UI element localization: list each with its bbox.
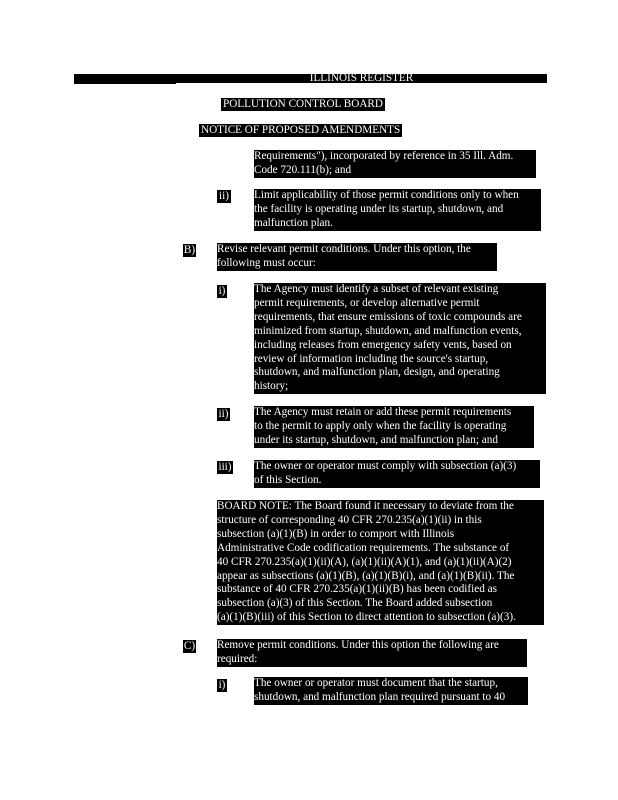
paragraph-line: of this Section.	[254, 473, 322, 486]
header-rule-left	[74, 74, 176, 83]
item-label: i)	[218, 679, 226, 691]
note-line: subsection (a)(3) of this Section. The Board added subsection	[217, 597, 493, 610]
item-C-paragraph	[217, 639, 527, 667]
item-label: i)	[218, 285, 226, 297]
paragraph-line: review of information including the source's startup,	[254, 352, 489, 365]
paragraph-line: Code 720.111(b); and	[254, 163, 352, 176]
item-label: ii)	[217, 190, 231, 203]
paragraph-line: including releases from emergency safety vents, based on	[254, 338, 512, 351]
paragraph-line: The Agency must identify a subset of relevant existing	[254, 283, 499, 295]
register-title: ILLINOIS REGISTER	[309, 72, 414, 84]
paragraph-line: Requirements"), incorporated by reference in 35 Ill. Adm.	[254, 150, 514, 162]
item-B-i-paragraph	[254, 283, 546, 394]
item-label: B)	[183, 244, 196, 256]
item-label: ii)	[218, 408, 229, 420]
paragraph-line: malfunction plan.	[254, 216, 333, 229]
paragraph-line: requirements, that ensure emissions of toxic compounds are	[254, 310, 522, 323]
paragraph-line: Remove permit conditions. Under this option the following are	[217, 639, 499, 651]
notice-title: NOTICE OF PROPOSED AMENDMENTS	[201, 124, 401, 136]
continuation-paragraph	[254, 150, 536, 178]
paragraph-line: following must occur:	[217, 256, 316, 269]
item-label: C)	[183, 640, 196, 652]
paragraph-line: minimized from startup, shutdown, and malfunction events,	[254, 324, 522, 337]
paragraph-line: shutdown, and malfunction plan, design, and operating	[254, 366, 500, 379]
note-line: Administrative Code codification requirements. The substance of	[217, 541, 510, 554]
note-line: structure of corresponding 40 CFR 270.235(a)(1)(ii) in this	[217, 513, 482, 526]
paragraph-line: required:	[217, 652, 258, 665]
paragraph-line: under its startup, shutdown, and malfunction plan; and	[254, 433, 498, 446]
note-line: substance of 40 CFR 270.235(a)(1)(ii)(B) has been codified as	[217, 583, 497, 596]
paragraph-line: permit requirements, or develop alternative permit	[254, 296, 480, 309]
item-C-i-paragraph	[254, 677, 528, 705]
board-title: POLLUTION CONTROL BOARD	[223, 98, 383, 110]
item-B-ii-paragraph	[254, 406, 534, 448]
paragraph-line: the facility is operating under its startup, shutdown, and	[254, 202, 504, 215]
board-note	[217, 500, 544, 625]
paragraph-line: The Agency must retain or add these permit requirements	[254, 406, 512, 418]
note-line: appear as subsections (a)(1)(B), (a)(1)(B)(i), and (a)(1)(B)(ii). The	[217, 569, 515, 582]
note-line: BOARD NOTE: The Board found it necessary to deviate from the	[217, 500, 514, 512]
item-label: iii)	[218, 461, 232, 473]
paragraph-line: Revise relevant permit conditions. Under this option, the	[217, 243, 471, 255]
note-line: (a)(1)(B)(iii) of this Section to direct attention to subsection (a)(3).	[217, 611, 516, 624]
paragraph-line: Limit applicability of those permit conditions only to when	[254, 189, 519, 201]
header-rule-underline	[74, 83, 176, 84]
note-line: 40 CFR 270.235(a)(1)(ii)(A), (a)(1)(ii)(A)(1), and (a)(1)(ii)(A)(2)	[217, 555, 512, 568]
item-ii-limit-paragraph	[254, 189, 541, 231]
paragraph-line: The owner or operator must comply with subsection (a)(3)	[254, 460, 517, 472]
paragraph-line: history;	[254, 380, 289, 393]
item-B-iii-paragraph	[254, 460, 540, 488]
paragraph-line: The owner or operator must document that the startup,	[254, 677, 498, 689]
note-line: subsection (a)(1)(B) in order to comport with Illinois	[217, 527, 455, 540]
item-B-paragraph	[217, 243, 497, 271]
paragraph-line: to the permit to apply only when the facility is operating	[254, 419, 507, 432]
paragraph-line: shutdown, and malfunction plan required pursuant to 40	[254, 690, 506, 703]
